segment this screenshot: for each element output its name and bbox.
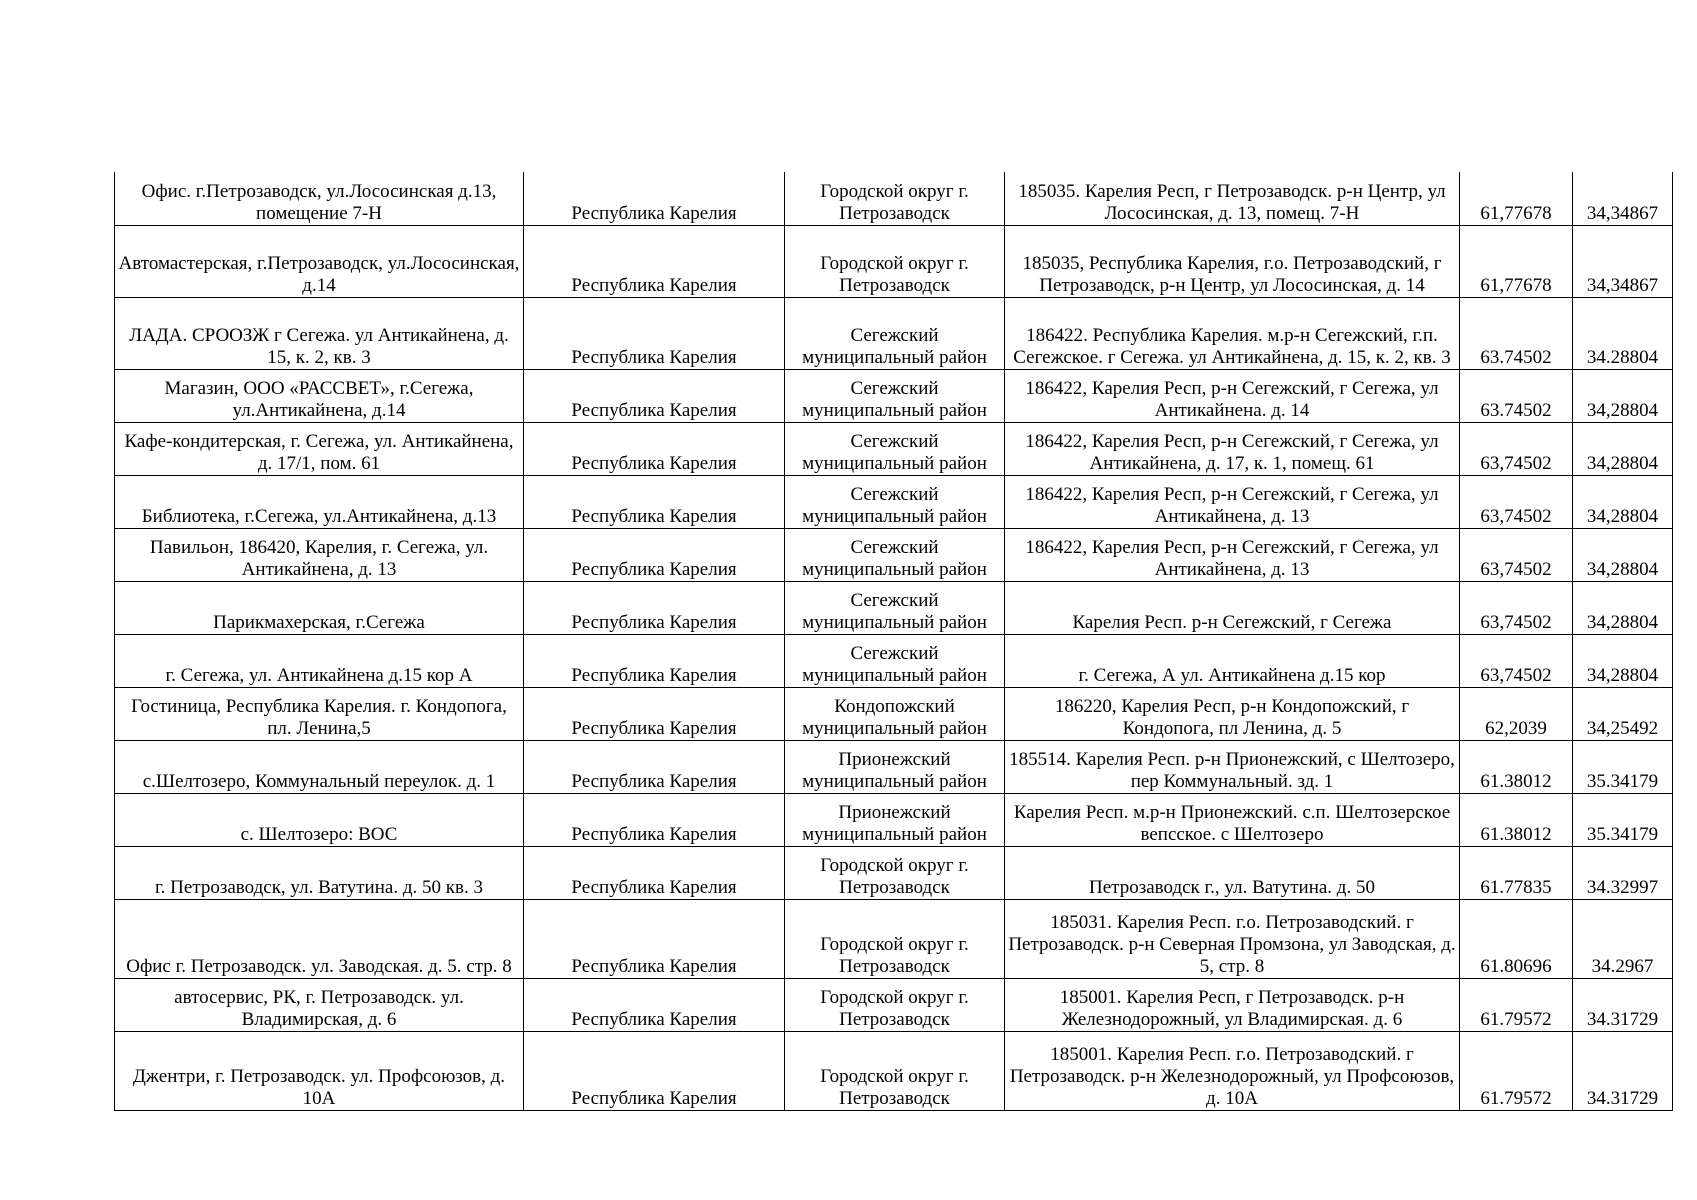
district-cell: Сегежский муниципальный район (785, 528, 1005, 581)
longitude-cell: 35.34179 (1573, 793, 1673, 846)
table-row (115, 634, 1673, 687)
longitude-cell: 34.2967 (1573, 899, 1673, 978)
longitude-cell: 34.31729 (1573, 1031, 1673, 1110)
table-row (115, 581, 1673, 634)
table-row (115, 978, 1673, 1031)
address-cell: Карелия Респ. р-н Сегежский, г Сегежа (1005, 581, 1460, 634)
longitude-cell: 34,28804 (1573, 634, 1673, 687)
longitude-cell: 34,25492 (1573, 687, 1673, 740)
region-cell: Республика Карелия (524, 846, 785, 899)
longitude-cell: 34.28804 (1573, 297, 1673, 369)
address-cell: г. Сегежа, А ул. Антикайнена д.15 кор (1005, 634, 1460, 687)
latitude-cell: 63.74502 (1460, 369, 1573, 422)
object-name-cell: Парикмахерская, г.Сегежа (115, 581, 524, 634)
district-cell: Городской округ г. Петрозаводск (785, 978, 1005, 1031)
latitude-cell: 63,74502 (1460, 528, 1573, 581)
longitude-cell: 34,34867 (1573, 172, 1673, 225)
region-cell: Республика Карелия (524, 978, 785, 1031)
address-cell: 186220, Карелия Респ, р-н Кондопожский, г Кондопога, пл Ленина, д. 5 (1005, 687, 1460, 740)
data-table (114, 172, 1673, 1111)
district-cell: Сегежский муниципальный район (785, 634, 1005, 687)
address-cell: 186422, Карелия Респ, р-н Сегежский, г Сегежа, ул Антикайнена, д. 13 (1005, 528, 1460, 581)
address-cell: 185514. Карелия Респ. р-н Прионежский, с Шелтозеро, пер Коммунальный. зд. 1 (1005, 740, 1460, 793)
table-row (115, 899, 1673, 978)
object-name-cell: с.Шелтозеро, Коммунальный переулок. д. 1 (115, 740, 524, 793)
object-name-cell: Павильон, 186420, Карелия, г. Сегежа, ул. Антикайнена, д. 13 (115, 528, 524, 581)
latitude-cell: 61.77835 (1460, 846, 1573, 899)
address-cell: 186422, Карелия Респ, р-н Сегежский, г Сегежа, ул Антикайнена, д. 17, к. 1, помещ. 61 (1005, 422, 1460, 475)
object-name-cell: г. Сегежа, ул. Антикайнена д.15 кор А (115, 634, 524, 687)
district-cell: Городской округ г. Петрозаводск (785, 172, 1005, 225)
table-row (115, 475, 1673, 528)
latitude-cell: 61.79572 (1460, 978, 1573, 1031)
object-name-cell: Офис. г.Петрозаводск, ул.Лососинская д.13, помещение 7-Н (115, 172, 524, 225)
latitude-cell: 61,77678 (1460, 225, 1573, 297)
district-cell: Городской округ г. Петрозаводск (785, 846, 1005, 899)
longitude-cell: 34,34867 (1573, 225, 1673, 297)
longitude-cell: 35.34179 (1573, 740, 1673, 793)
region-cell: Республика Карелия (524, 297, 785, 369)
object-name-cell: г. Петрозаводск, ул. Ватутина. д. 50 кв. 3 (115, 846, 524, 899)
latitude-cell: 61.80696 (1460, 899, 1573, 978)
district-cell: Городской округ г. Петрозаводск (785, 225, 1005, 297)
district-cell: Прионежский муниципальный район (785, 740, 1005, 793)
region-cell: Республика Карелия (524, 740, 785, 793)
table-row (115, 172, 1673, 225)
address-cell: 185001. Карелия Респ. г.о. Петрозаводский. г Петрозаводск. р-н Железнодорожный, ул Профсоюзов, д. 10А (1005, 1031, 1460, 1110)
table-row (115, 846, 1673, 899)
district-cell: Сегежский муниципальный район (785, 369, 1005, 422)
latitude-cell: 62,2039 (1460, 687, 1573, 740)
district-cell: Прионежский муниципальный район (785, 793, 1005, 846)
district-cell: Сегежский муниципальный район (785, 297, 1005, 369)
object-name-cell: ЛАДА. СРООЗЖ г Сегежа. ул Антикайнена, д. 15, к. 2, кв. 3 (115, 297, 524, 369)
table-row (115, 422, 1673, 475)
region-cell: Республика Карелия (524, 634, 785, 687)
region-cell: Республика Карелия (524, 899, 785, 978)
district-cell: Кондопожский муниципальный район (785, 687, 1005, 740)
region-cell: Республика Карелия (524, 475, 785, 528)
table-row (115, 225, 1673, 297)
table-row (115, 528, 1673, 581)
latitude-cell: 61.38012 (1460, 793, 1573, 846)
table-row (115, 740, 1673, 793)
address-cell: 185031. Карелия Респ. г.о. Петрозаводский. г Петрозаводск. р-н Северная Промзона, ул Заводская, д. 5, стр. 8 (1005, 899, 1460, 978)
table-row (115, 793, 1673, 846)
object-name-cell: Кафе-кондитерская, г. Сегежа, ул. Антикайнена, д. 17/1, пом. 61 (115, 422, 524, 475)
address-cell: 185001. Карелия Респ, г Петрозаводск. р-н Железнодорожный, ул Владимирская. д. 6 (1005, 978, 1460, 1031)
longitude-cell: 34,28804 (1573, 475, 1673, 528)
address-cell: Петрозаводск г., ул. Ватутина. д. 50 (1005, 846, 1460, 899)
object-name-cell: Офис г. Петрозаводск. ул. Заводская. д. 5. стр. 8 (115, 899, 524, 978)
address-cell: Карелия Респ. м.р-н Прионежский. с.п. Шелтозерское вепсское. с Шелтозеро (1005, 793, 1460, 846)
object-name-cell: с. Шелтозеро: ВОС (115, 793, 524, 846)
table-row (115, 1031, 1673, 1110)
region-cell: Республика Карелия (524, 793, 785, 846)
latitude-cell: 63,74502 (1460, 475, 1573, 528)
region-cell: Республика Карелия (524, 687, 785, 740)
longitude-cell: 34,28804 (1573, 528, 1673, 581)
object-name-cell: автосервис, РК, г. Петрозаводск. ул. Владимирская, д. 6 (115, 978, 524, 1031)
region-cell: Республика Карелия (524, 225, 785, 297)
district-cell: Городской округ г. Петрозаводск (785, 1031, 1005, 1110)
object-name-cell: Автомастерская, г.Петрозаводск, ул.Лососинская, д.14 (115, 225, 524, 297)
object-name-cell: Гостиница, Республика Карелия. г. Кондопога, пл. Ленина,5 (115, 687, 524, 740)
district-cell: Городской округ г. Петрозаводск (785, 899, 1005, 978)
region-cell: Республика Карелия (524, 581, 785, 634)
latitude-cell: 63,74502 (1460, 422, 1573, 475)
address-cell: 186422, Карелия Респ, р-н Сегежский, г Сегежа, ул Антикайнена. д. 14 (1005, 369, 1460, 422)
region-cell: Республика Карелия (524, 369, 785, 422)
district-cell: Сегежский муниципальный район (785, 581, 1005, 634)
address-cell: 185035. Карелия Респ, г Петрозаводск. р-н Центр, ул Лососинская, д. 13, помещ. 7-Н (1005, 172, 1460, 225)
latitude-cell: 61.79572 (1460, 1031, 1573, 1110)
longitude-cell: 34,28804 (1573, 369, 1673, 422)
district-cell: Сегежский муниципальный район (785, 475, 1005, 528)
latitude-cell: 63.74502 (1460, 297, 1573, 369)
longitude-cell: 34,28804 (1573, 581, 1673, 634)
longitude-cell: 34,28804 (1573, 422, 1673, 475)
address-cell: 185035, Республика Карелия, г.о. Петрозаводский, г Петрозаводск, р-н Центр, ул Лососинская, д. 14 (1005, 225, 1460, 297)
table-row (115, 687, 1673, 740)
latitude-cell: 61,77678 (1460, 172, 1573, 225)
table-row (115, 369, 1673, 422)
address-cell: 186422, Карелия Респ, р-н Сегежский, г Сегежа, ул Антикайнена, д. 13 (1005, 475, 1460, 528)
region-cell: Республика Карелия (524, 528, 785, 581)
district-cell: Сегежский муниципальный район (785, 422, 1005, 475)
object-name-cell: Джентри, г. Петрозаводск. ул. Профсоюзов, д. 10А (115, 1031, 524, 1110)
table-row (115, 297, 1673, 369)
object-name-cell: Магазин, ООО «РАССВЕТ», г.Сегежа, ул.Антикайнена, д.14 (115, 369, 524, 422)
region-cell: Республика Карелия (524, 172, 785, 225)
object-name-cell: Библиотека, г.Сегежа, ул.Антикайнена, д.13 (115, 475, 524, 528)
latitude-cell: 63,74502 (1460, 581, 1573, 634)
region-cell: Республика Карелия (524, 422, 785, 475)
latitude-cell: 63,74502 (1460, 634, 1573, 687)
longitude-cell: 34.31729 (1573, 978, 1673, 1031)
latitude-cell: 61.38012 (1460, 740, 1573, 793)
region-cell: Республика Карелия (524, 1031, 785, 1110)
longitude-cell: 34.32997 (1573, 846, 1673, 899)
address-cell: 186422. Республика Карелия. м.р-н Сегежский, г.п. Сегежское. г Сегежа. ул Антикайнена, д. 15, к. 2, кв. 3 (1005, 297, 1460, 369)
